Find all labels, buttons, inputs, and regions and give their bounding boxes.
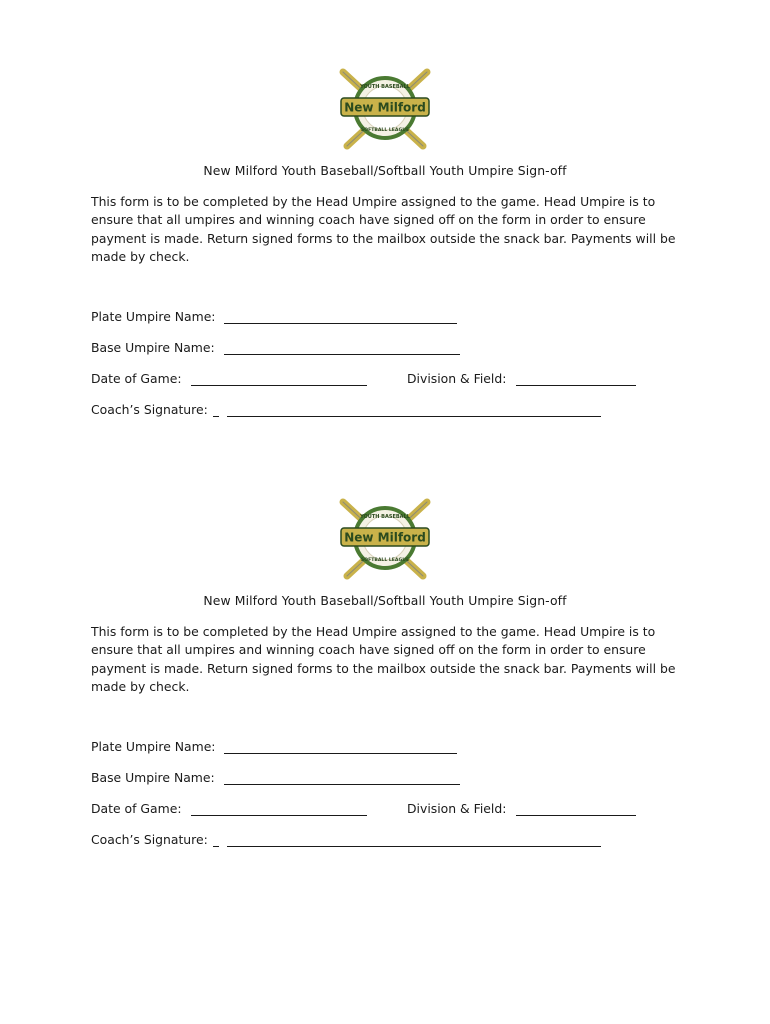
base-umpire-field[interactable]	[224, 340, 460, 355]
plate-umpire-label: Plate Umpire Name:	[91, 739, 216, 754]
plate-umpire-row	[91, 309, 457, 327]
coach-signature-field[interactable]	[227, 832, 601, 847]
league-logo	[335, 66, 435, 152]
plate-umpire-label: Plate Umpire Name:	[91, 309, 216, 324]
coach-signature-row	[91, 402, 601, 420]
division-field-label: Division & Field:	[407, 801, 507, 816]
division-field-field[interactable]	[516, 371, 636, 386]
division-field-field[interactable]	[516, 801, 636, 816]
base-umpire-field[interactable]	[224, 770, 460, 785]
form-title: New Milford Youth Baseball/Softball Youth Umpire Sign-off	[203, 163, 567, 178]
plate-umpire-field[interactable]	[224, 739, 457, 754]
form-title: New Milford Youth Baseball/Softball Youth Umpire Sign-off	[203, 593, 567, 608]
date-of-game-row	[91, 801, 367, 819]
division-field-label: Division & Field:	[407, 371, 507, 386]
coach-signature-stub	[213, 832, 219, 847]
logo-top-text: YOUTH BASEBALL	[360, 514, 410, 520]
base-umpire-row	[91, 340, 460, 358]
base-umpire-label: Base Umpire Name:	[91, 770, 215, 785]
date-of-game-label: Date of Game:	[91, 801, 182, 816]
date-of-game-field[interactable]	[191, 371, 367, 386]
coach-signature-label: Coach’s Signature:	[91, 832, 208, 847]
logo-main-text: New Milford	[344, 530, 426, 545]
form-instructions: This form is to be completed by the Head Umpire assigned to the game. Head Umpire is to ensure that all umpires and winning coach have signed off on the form in order to ensure payment is made. Return signed forms to the mailbox outside the snack bar. Payments will be made by check.	[91, 194, 676, 265]
plate-umpire-field[interactable]	[224, 309, 457, 324]
division-field-row	[407, 371, 636, 386]
base-umpire-row	[91, 770, 460, 788]
logo-top-text: YOUTH BASEBALL	[360, 84, 410, 90]
logo-bottom-text: SOFTBALL LEAGUE	[360, 558, 410, 563]
form-instructions: This form is to be completed by the Head Umpire assigned to the game. Head Umpire is to ensure that all umpires and winning coach have signed off on the form in order to ensure payment is made. Return signed forms to the mailbox outside the snack bar. Payments will be made by check.	[91, 624, 676, 695]
plate-umpire-row	[91, 739, 457, 757]
logo-main-text: New Milford	[344, 100, 426, 115]
date-of-game-label: Date of Game:	[91, 371, 182, 386]
coach-signature-field[interactable]	[227, 402, 601, 417]
coach-signature-row	[91, 832, 601, 850]
signoff-form-2	[0, 490, 770, 920]
signoff-form-1	[0, 60, 770, 490]
coach-signature-stub	[213, 402, 219, 417]
logo-bottom-text: SOFTBALL LEAGUE	[360, 128, 410, 133]
league-logo	[335, 496, 435, 582]
coach-signature-label: Coach’s Signature:	[91, 402, 208, 417]
division-field-row	[407, 801, 636, 816]
date-of-game-row	[91, 371, 367, 389]
base-umpire-label: Base Umpire Name:	[91, 340, 215, 355]
date-of-game-field[interactable]	[191, 801, 367, 816]
